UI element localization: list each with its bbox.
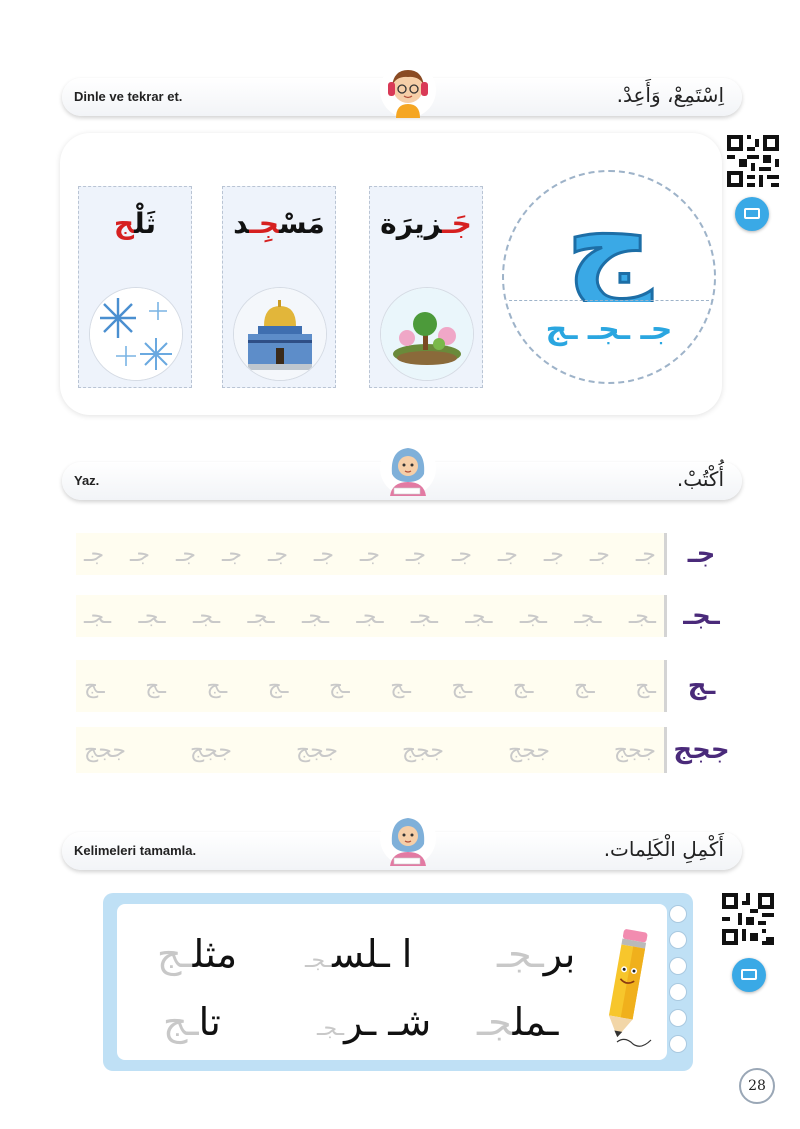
tracing-guides[interactable]: ـجـ ـجـ ـجـ ـجـ ـجـ ـجـ ـجـ ـجـ ـجـ ـجـ ـجـ	[84, 603, 656, 629]
binder-hole	[669, 983, 687, 1001]
video-play-button[interactable]	[735, 197, 769, 231]
word-item[interactable]: ـملجـ	[477, 1000, 559, 1044]
word-card-snow[interactable]	[78, 186, 192, 388]
tracing-row-medial[interactable]	[76, 595, 742, 637]
qr-code-icon[interactable]	[722, 893, 774, 945]
binder-hole	[669, 957, 687, 975]
binder-hole	[669, 1009, 687, 1027]
word-item[interactable]: تاـج	[163, 1000, 221, 1044]
row-label: ـجـ	[664, 595, 742, 637]
instruction-text-tr: Yaz.	[74, 473, 100, 488]
letter-forms: جـ ـجـ ـج	[545, 312, 673, 347]
snowflake-icon	[89, 287, 183, 381]
word-jazeera: جَـزيرَة	[380, 207, 472, 240]
pencil-mascot-icon	[597, 922, 657, 1052]
island-icon	[380, 287, 474, 381]
girl-writing-avatar-icon	[380, 440, 436, 496]
instruction-text-ar: أُكْتُبْ.	[676, 467, 724, 491]
row-label: ـج	[664, 660, 742, 712]
page-number-badge: 28	[739, 1068, 775, 1104]
instruction-text-ar: أَكْمِلِ الْكَلِمات.	[603, 837, 724, 861]
word-card-mosque[interactable]	[222, 186, 336, 388]
svg-text:ج: ج	[565, 174, 653, 302]
instruction-text-tr: Kelimeleri tamamla.	[74, 843, 197, 858]
word-thalj: ثَلْج	[113, 207, 157, 240]
word-completion-panel	[103, 893, 693, 1071]
boy-headphones-avatar-icon	[380, 62, 436, 118]
qr-code-icon[interactable]	[727, 135, 779, 187]
word-item[interactable]: مثلـج	[157, 932, 238, 976]
tracing-row-initial[interactable]	[76, 533, 742, 575]
tracing-row-word[interactable]	[76, 727, 742, 773]
word-item[interactable]: برـجـ	[497, 932, 576, 976]
tracing-guides[interactable]: ججج ججج ججج ججج ججج ججج	[84, 737, 656, 763]
binder-hole	[669, 931, 687, 949]
row-label: ججج	[664, 727, 742, 773]
main-letter-circle[interactable]	[502, 170, 716, 384]
tracing-guides[interactable]: جـ جـ جـ جـ جـ جـ جـ جـ جـ جـ جـ جـ جـ	[84, 541, 656, 567]
word-item[interactable]: شـ ـرـجـ	[317, 1000, 432, 1044]
mosque-icon	[233, 287, 327, 381]
tracing-row-final[interactable]	[76, 660, 742, 712]
binder-hole	[669, 905, 687, 923]
word-card-island[interactable]	[369, 186, 483, 388]
word-item[interactable]: ا ـلسـجـ	[305, 932, 413, 976]
instruction-text-ar: اِسْتَمِعْ، وَأَعِدْ.	[616, 83, 724, 107]
word-masjid: مَسْجِـد	[233, 207, 325, 240]
word-completion-sheet	[117, 904, 667, 1060]
video-icon	[744, 208, 760, 219]
instruction-text-tr: Dinle ve tekrar et.	[74, 89, 183, 104]
girl-writing-avatar-icon	[380, 810, 436, 866]
binder-hole	[669, 1035, 687, 1053]
tracing-guides[interactable]: ـج ـج ـج ـج ـج ـج ـج ـج ـج ـج	[84, 673, 656, 699]
row-label: جـ	[664, 533, 742, 575]
video-icon	[741, 969, 757, 980]
video-play-button[interactable]	[732, 958, 766, 992]
